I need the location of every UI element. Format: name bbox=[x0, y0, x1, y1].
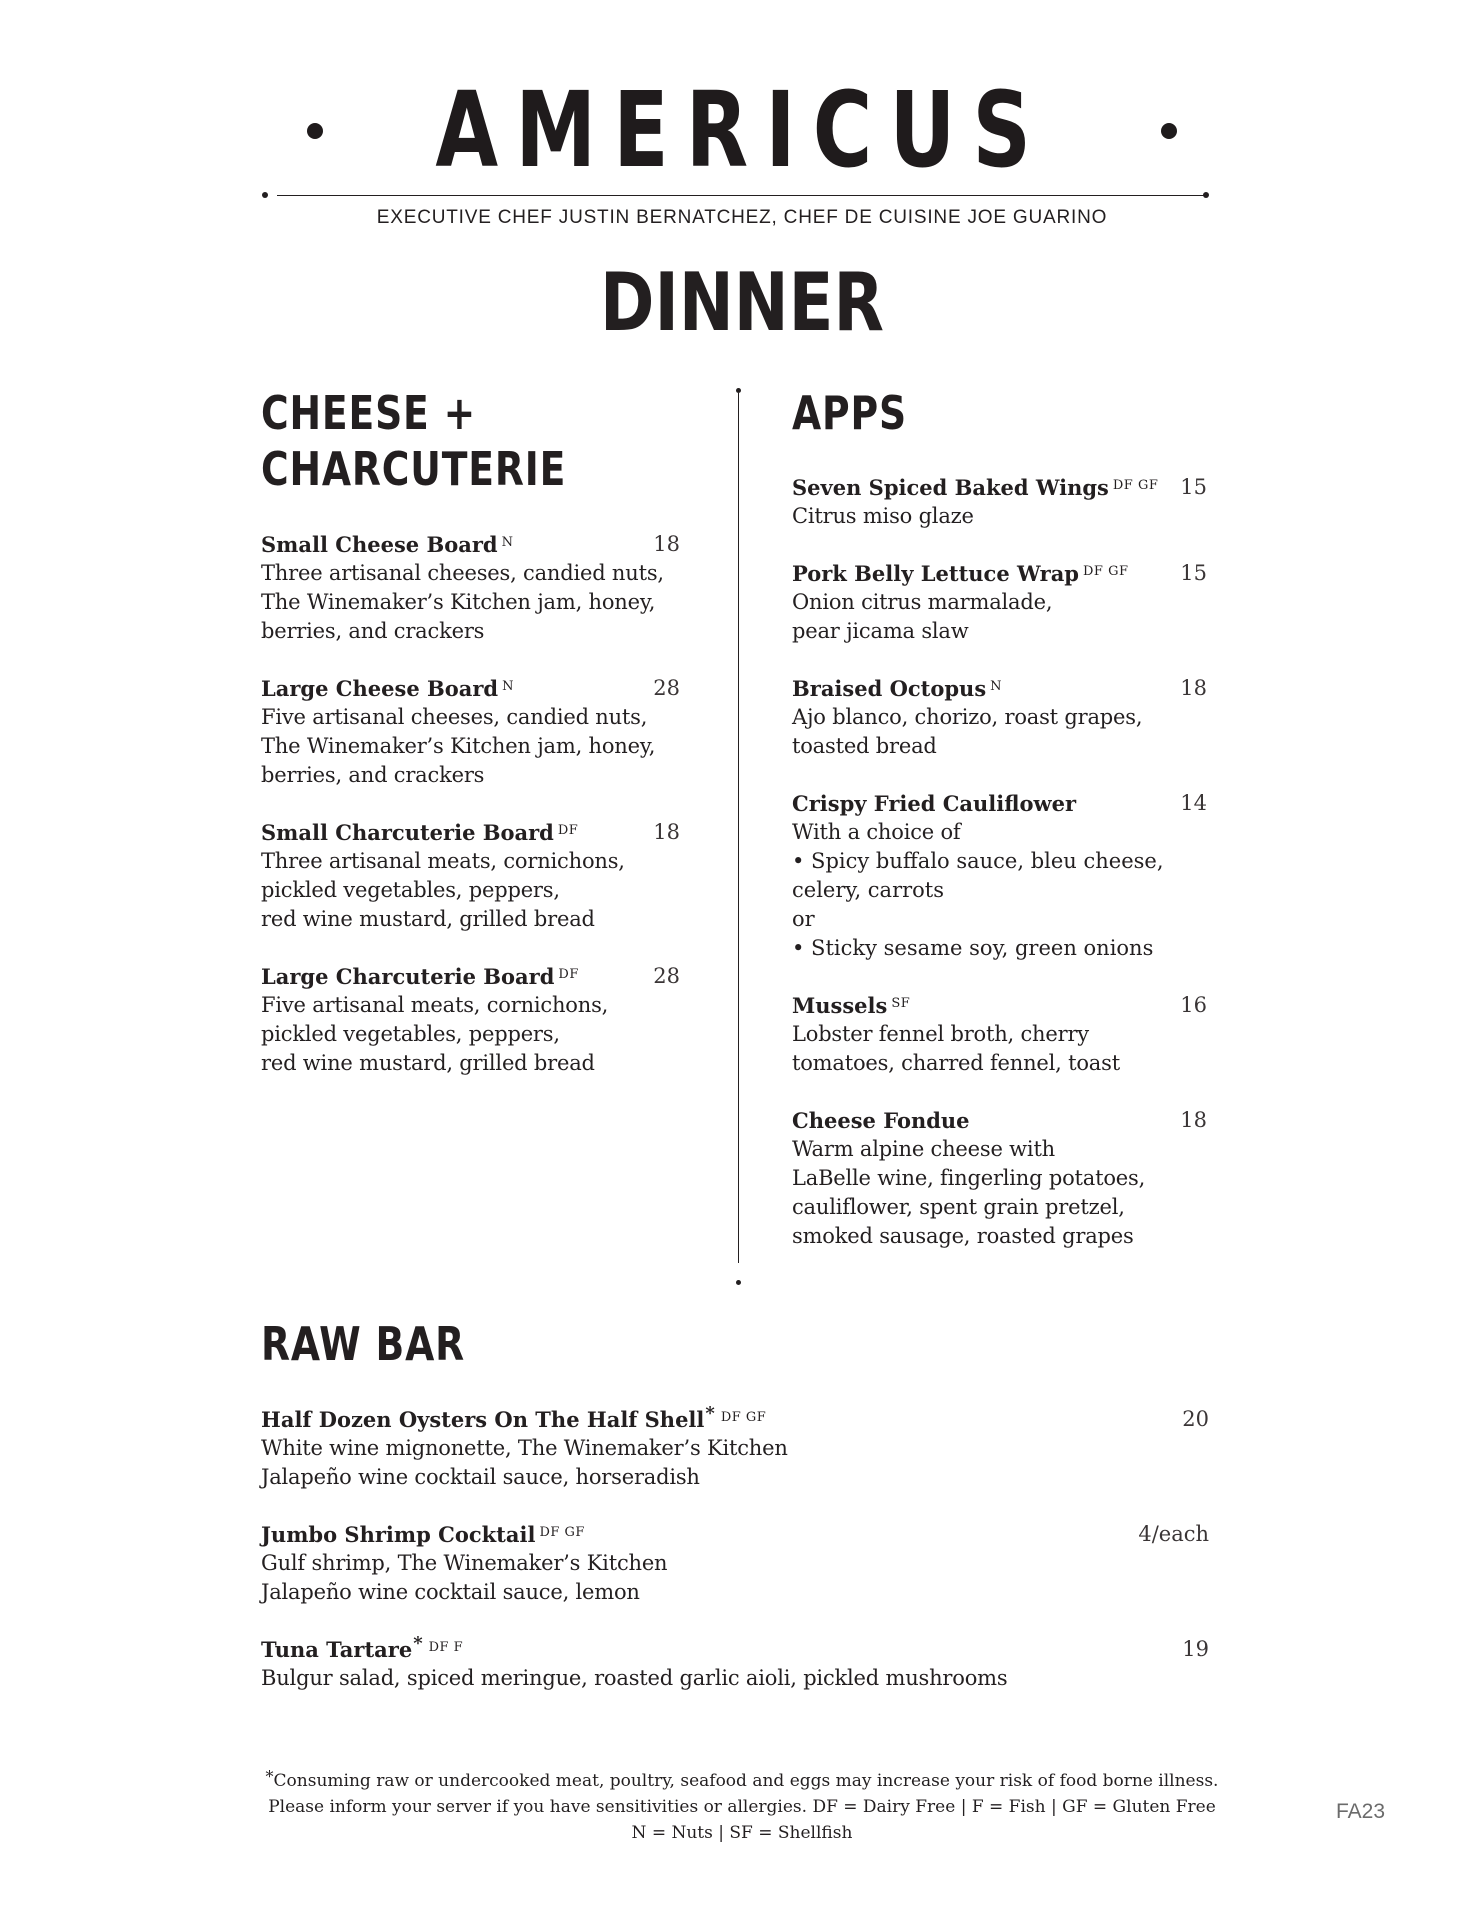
item-price: 15 bbox=[1180, 561, 1207, 585]
section-title-cheese-line1: CHEESE + bbox=[261, 386, 477, 440]
item-name: Mussels bbox=[792, 993, 888, 1018]
item-name: Small Charcuterie Board bbox=[261, 820, 554, 845]
rule-dot-right bbox=[1203, 192, 1209, 198]
item-name: Half Dozen Oysters On The Half Shell bbox=[261, 1407, 705, 1432]
item-tags: DF GF bbox=[1083, 564, 1129, 579]
item-tags: SF bbox=[891, 996, 911, 1011]
item-name: Small Cheese Board bbox=[261, 532, 498, 557]
item-price: 4/each bbox=[1138, 1522, 1209, 1546]
item-desc-line: pickled vegetables, peppers, bbox=[261, 1022, 560, 1046]
menu-item bbox=[261, 818, 680, 934]
menu-item bbox=[792, 1106, 1207, 1251]
menu-item bbox=[261, 1405, 1209, 1492]
item-name: Jumbo Shrimp Cocktail bbox=[261, 1522, 536, 1547]
item-desc-line: With a choice of bbox=[792, 820, 961, 844]
item-desc-line: Jalapeño wine cocktail sauce, horseradish bbox=[261, 1465, 700, 1489]
item-desc-line: Three artisanal meats, cornichons, bbox=[261, 849, 625, 873]
item-name: Large Cheese Board bbox=[261, 676, 499, 701]
footnote-text-1: Consuming raw or undercooked meat, poultry, seafood and eggs may increase your risk of food borne illness. bbox=[273, 1771, 1219, 1791]
menu-item bbox=[792, 473, 1207, 531]
menu-item bbox=[261, 674, 680, 790]
menu-title: DINNER bbox=[599, 256, 884, 349]
item-desc-line: tomatoes, charred fennel, toast bbox=[792, 1051, 1120, 1075]
item-tags: DF bbox=[557, 823, 579, 838]
footnote-line-1 bbox=[0, 1768, 1484, 1794]
item-desc-line: red wine mustard, grilled bread bbox=[261, 907, 595, 931]
menu-item bbox=[792, 789, 1207, 963]
item-desc-line: pear jicama slaw bbox=[792, 619, 969, 643]
item-desc-line: Five artisanal cheeses, candied nuts, bbox=[261, 705, 648, 729]
item-desc-line: cauliflower, spent grain pretzel, bbox=[792, 1195, 1125, 1219]
item-desc-line: Bulgur salad, spiced meringue, roasted garlic aioli, pickled mushrooms bbox=[261, 1666, 1008, 1690]
chef-credits: EXECUTIVE CHEF JUSTIN BERNATCHEZ, CHEF DE CUISINE JOE GUARINO bbox=[376, 207, 1108, 228]
item-tags: DF F bbox=[428, 1640, 464, 1655]
divider-dot-bottom bbox=[736, 1280, 741, 1285]
menu-item bbox=[792, 559, 1207, 646]
item-price: 16 bbox=[1180, 993, 1207, 1017]
menu-item bbox=[261, 1635, 1209, 1693]
item-desc-line: berries, and crackers bbox=[261, 763, 485, 787]
cheese-list bbox=[261, 530, 680, 1106]
item-price: 18 bbox=[1180, 676, 1207, 700]
item-name: Cheese Fondue bbox=[792, 1108, 970, 1133]
item-price: 18 bbox=[653, 532, 680, 556]
logo-dot-left bbox=[307, 123, 323, 139]
item-name: Large Charcuterie Board bbox=[261, 964, 555, 989]
section-title-raw-bar-text: RAW BAR bbox=[261, 1317, 466, 1371]
item-desc-line: smoked sausage, roasted grapes bbox=[792, 1224, 1134, 1248]
section-title-cheese bbox=[261, 385, 633, 497]
item-name: Crispy Fried Cauliflower bbox=[792, 791, 1077, 816]
item-desc-line: White wine mignonette, The Winemaker’s Kitchen bbox=[261, 1436, 788, 1460]
item-desc-line: red wine mustard, grilled bread bbox=[261, 1051, 595, 1075]
item-desc-line: Lobster fennel broth, cherry bbox=[792, 1022, 1089, 1046]
item-desc-line: Jalapeño wine cocktail sauce, lemon bbox=[261, 1580, 640, 1604]
item-price: 18 bbox=[1180, 1108, 1207, 1132]
item-name: Seven Spiced Baked Wings bbox=[792, 475, 1109, 500]
brand-logo bbox=[0, 70, 1484, 190]
item-desc-line: LaBelle wine, fingerling potatoes, bbox=[792, 1166, 1146, 1190]
item-tags: N bbox=[501, 535, 514, 550]
item-tags: DF GF bbox=[720, 1410, 767, 1425]
item-tags: N bbox=[502, 679, 514, 694]
menu-item bbox=[261, 962, 680, 1078]
item-tags: DF bbox=[558, 967, 579, 982]
item-desc-line: pickled vegetables, peppers, bbox=[261, 878, 560, 902]
item-desc-line: Gulf shrimp, The Winemaker’s Kitchen bbox=[261, 1551, 668, 1575]
logo-dot-right bbox=[1161, 123, 1177, 139]
item-name: Braised Octopus bbox=[792, 676, 987, 701]
item-desc-line: Three artisanal cheeses, candied nuts, bbox=[261, 561, 664, 585]
item-name: Tuna Tartare bbox=[261, 1637, 413, 1662]
allergy-footnote bbox=[0, 1768, 1484, 1846]
choice-option: • Spicy buffalo sauce, bleu cheese, bbox=[792, 849, 1164, 873]
item-tags: N bbox=[990, 679, 1003, 694]
menu-version-code: FA23 bbox=[1336, 1800, 1386, 1823]
item-price: 19 bbox=[1182, 1637, 1209, 1661]
section-title-raw-bar bbox=[261, 1316, 510, 1372]
footnote-line-2: Please inform your server if you have sensitivities or allergies. DF = Dairy Free | F = Fish | GF = Gluten Free bbox=[268, 1797, 1216, 1817]
section-title-apps bbox=[792, 385, 932, 441]
item-desc-line: The Winemaker’s Kitchen jam, honey, bbox=[261, 734, 656, 758]
section-title-apps-text: APPS bbox=[792, 386, 907, 440]
raw-bar-list bbox=[261, 1405, 1209, 1721]
item-desc-line: Five artisanal meats, cornichons, bbox=[261, 993, 609, 1017]
item-desc-line: The Winemaker’s Kitchen jam, honey, bbox=[261, 590, 656, 614]
item-name: Pork Belly Lettuce Wrap bbox=[792, 561, 1079, 586]
footnote-line-3: N = Nuts | SF = Shellfish bbox=[631, 1823, 853, 1843]
brand-name: AMERICUS bbox=[435, 69, 1049, 191]
footnote-star: * bbox=[265, 1767, 274, 1786]
header-rule bbox=[277, 195, 1207, 196]
item-price: 18 bbox=[653, 820, 680, 844]
choice-option-continued: celery, carrots bbox=[792, 878, 945, 902]
item-price: 28 bbox=[653, 676, 680, 700]
section-title-cheese-line2: CHARCUTERIE bbox=[261, 442, 567, 496]
menu-item bbox=[261, 530, 680, 646]
item-price: 28 bbox=[653, 964, 680, 988]
item-tags: DF GF bbox=[1112, 478, 1159, 493]
item-price: 14 bbox=[1180, 791, 1207, 815]
choice-or: or bbox=[792, 907, 815, 931]
item-price: 15 bbox=[1180, 475, 1207, 499]
apps-list bbox=[792, 473, 1207, 1279]
menu-item bbox=[261, 1520, 1209, 1607]
item-desc-line: Onion citrus marmalade, bbox=[792, 590, 1053, 614]
item-desc-line: toasted bread bbox=[792, 734, 937, 758]
item-desc-line: berries, and crackers bbox=[261, 619, 485, 643]
item-desc-line: Ajo blanco, chorizo, roast grapes, bbox=[792, 705, 1143, 729]
item-price: 20 bbox=[1182, 1407, 1209, 1431]
menu-item bbox=[792, 991, 1207, 1078]
item-desc-line: Citrus miso glaze bbox=[792, 504, 974, 528]
item-desc-line: Warm alpine cheese with bbox=[792, 1137, 1056, 1161]
column-divider bbox=[738, 393, 739, 1263]
raw-warning-star: * bbox=[413, 1633, 423, 1654]
menu-item bbox=[792, 674, 1207, 761]
item-tags: DF GF bbox=[539, 1525, 585, 1540]
raw-warning-star: * bbox=[705, 1403, 715, 1424]
rule-dot-left bbox=[262, 192, 268, 198]
choice-option: • Sticky sesame soy, green onions bbox=[792, 936, 1154, 960]
